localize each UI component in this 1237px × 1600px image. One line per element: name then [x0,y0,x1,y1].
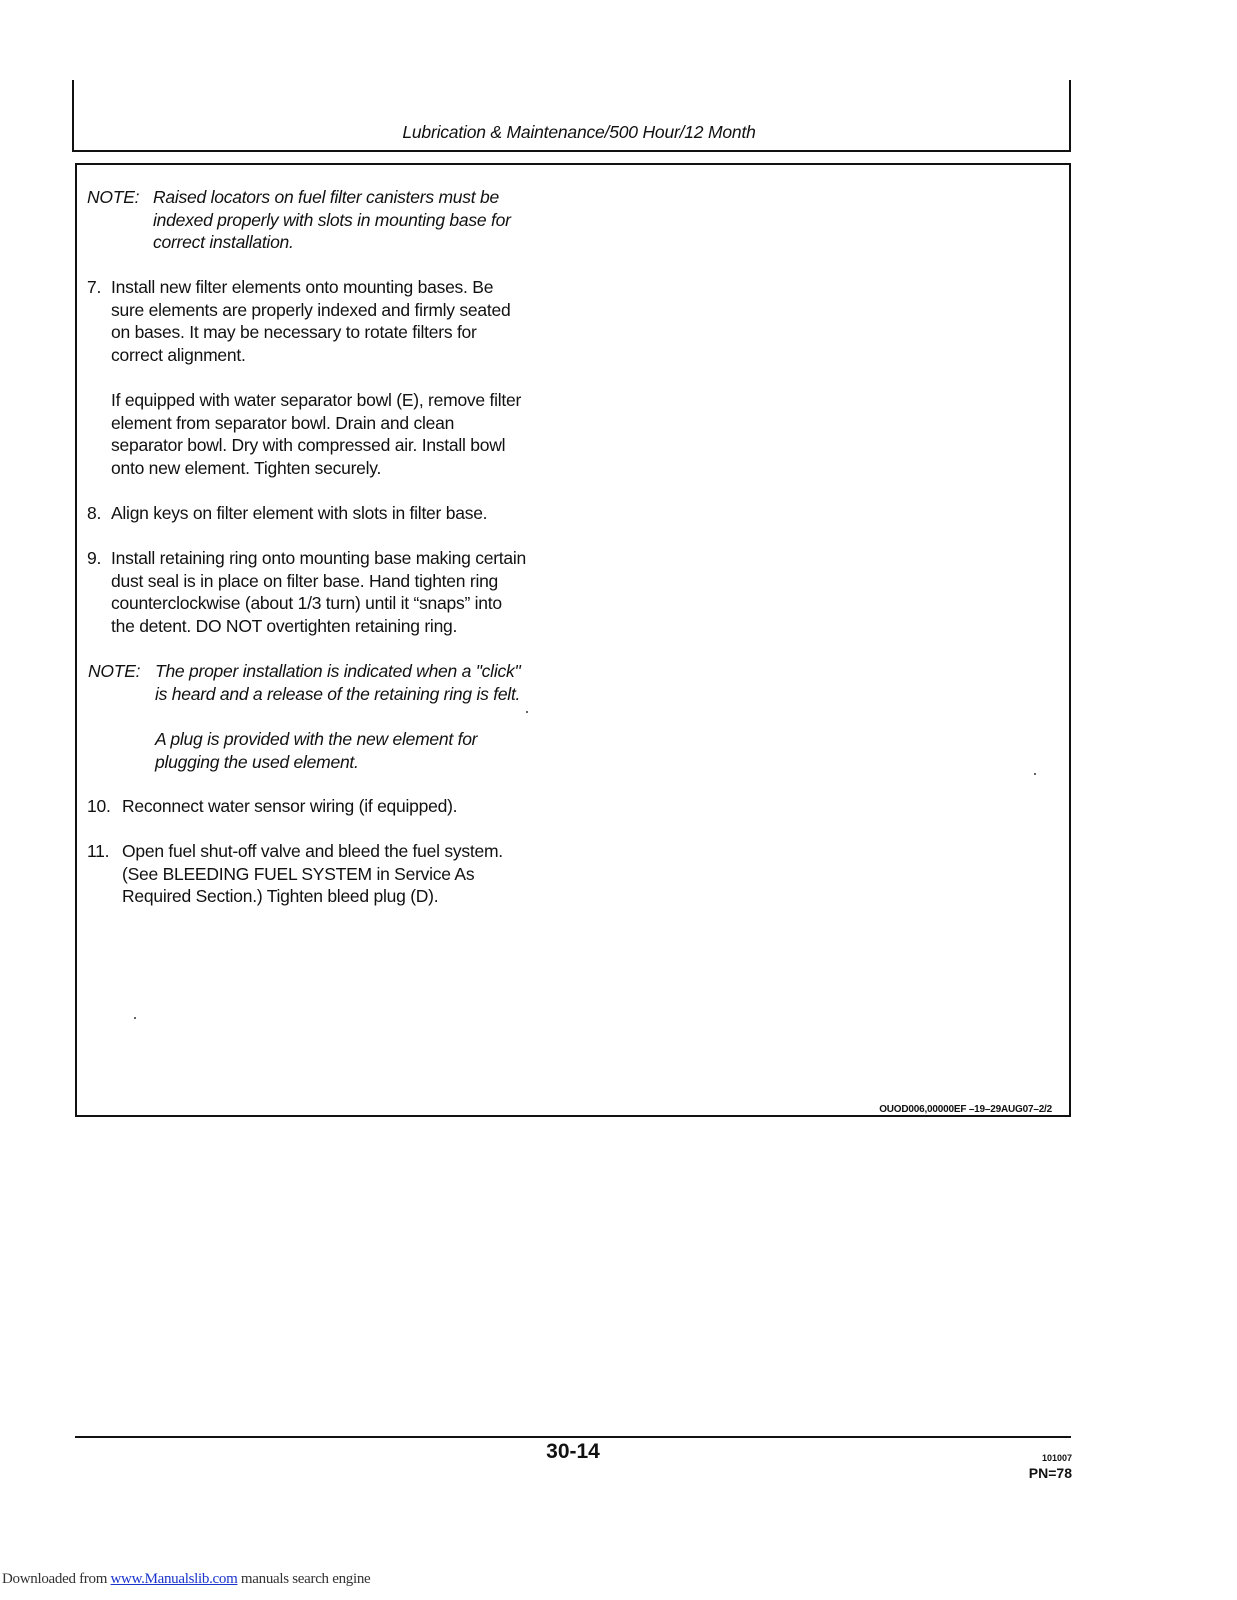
note1-line: Raised locators on fuel filter canisters must be [153,187,499,207]
step10-text [122,795,642,818]
note2-subline: A plug is provided with the new element for [155,729,478,749]
credit-prefix: Downloaded from [2,1571,111,1587]
step9-line: counterclockwise (about 1/3 turn) until it “snaps” into [111,593,502,614]
step9-line: Install retaining ring onto mounting base making certain [111,548,526,568]
note1-line: correct installation. [153,232,294,253]
step7-subline: If equipped with water separator bowl (E), remove filter [111,390,522,410]
step11-text [122,840,642,908]
note2-subtext [155,728,635,773]
scan-speck [1034,773,1036,775]
step7-line: on bases. It may be necessary to rotate filters for [111,322,477,343]
step7-text [111,276,631,367]
document-reference: OUOD006,00000EF –19–29AUG07–2/2 [879,1104,1052,1115]
step8-text [111,502,631,525]
step7-subtext [111,389,631,480]
scan-speck [526,711,528,713]
step10-number: 10. [87,796,111,816]
step7-number: 7. [87,277,102,297]
step11-line: Open fuel shut-off valve and bleed the fuel system. [122,841,503,861]
header-bottom-rule [72,150,1071,152]
page-number: 30-14 [546,1440,600,1463]
step11-line: (See BLEEDING FUEL SYSTEM in Service As [122,863,475,884]
header-title: Lubrication & Maintenance/500 Hour/12 Month [402,122,756,142]
step7-subline: separator bowl. Dry with compressed air. Install bowl [111,435,506,456]
note2-label: NOTE: [88,661,141,681]
step9-line: the detent. DO NOT overtighten retaining ring. [111,616,458,637]
step11-line: Required Section.) Tighten bleed plug (D). [122,886,439,907]
scan-speck [134,1017,136,1019]
step7-subline: onto new element. Tighten securely. [111,458,382,479]
pn-label: PN=78 [1028,1465,1072,1481]
step7-subline: element from separator bowl. Drain and clean [111,412,455,433]
note2-line: The proper installation is indicated when a "click" [155,661,521,681]
step9-line: dust seal is in place on filter base. Hand tighten ring [111,570,499,591]
note2-text [155,660,635,705]
step8-line: Align keys on filter element with slots in filter base. [111,503,488,523]
print-date: 101007 [1041,1453,1072,1463]
manualslib-link[interactable]: www.Manualslib.com [110,1571,238,1587]
download-credit [2,1571,370,1588]
step7-line: sure elements are properly indexed and firmly seated [111,299,511,320]
footer-rule [75,1436,1071,1438]
note1-line: indexed properly with slots in mounting base for [153,209,511,230]
step9-number: 9. [87,548,102,568]
step10-line: Reconnect water sensor wiring (if equipped). [122,796,458,816]
step7-line: Install new filter elements onto mounting bases. Be [111,277,494,297]
credit-suffix: manuals search engine [237,1571,371,1587]
step8-number: 8. [87,503,102,523]
step11-number: 11. [87,841,110,861]
step9-text [111,547,631,638]
note1-text [153,186,633,254]
note1-label: NOTE: [87,187,140,207]
step7-line: correct alignment. [111,345,246,366]
note2-line: is heard and a release of the retaining ring is felt. [155,683,521,704]
note2-subline: plugging the used element. [155,751,359,772]
